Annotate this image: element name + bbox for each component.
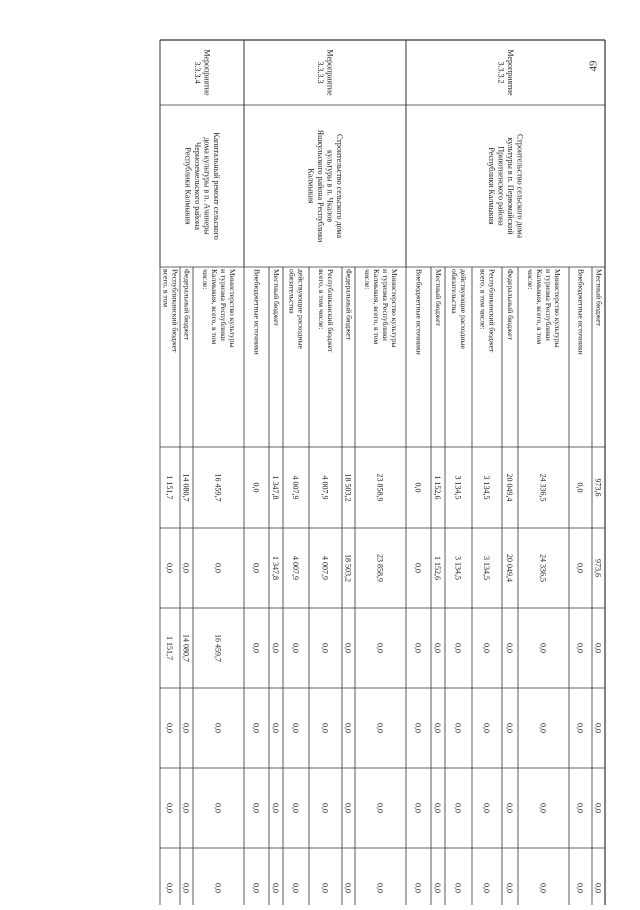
- value-cell: 0,0: [181, 723, 191, 733]
- value-cell: 16 459,7: [213, 634, 223, 662]
- value-cell: 1 151,7: [165, 475, 174, 500]
- value-cell: 0,0: [538, 723, 548, 733]
- value-cell: 0,0: [538, 643, 548, 653]
- value-cell: 0,0: [375, 643, 385, 653]
- event-description: Капитальный ремонт сельскогодома культуры в п. АчинерыЧерноземельского районаРеспублики Калмыкия: [183, 132, 221, 240]
- value-cell: 0,0: [505, 803, 514, 813]
- source-label: действующие расходныеобязательства: [287, 269, 306, 349]
- value-cell: 0,0: [505, 643, 514, 653]
- value-cell: 0,0: [413, 643, 423, 653]
- value-cell: 0,0: [251, 482, 261, 493]
- value-cell: 0,0: [575, 803, 585, 813]
- value-cell: 0,0: [413, 883, 423, 893]
- value-cell: 0,0: [251, 803, 261, 813]
- value-cell: 0,0: [343, 883, 353, 893]
- value-cell: 16 459,7: [213, 473, 223, 502]
- value-cell: 0,0: [375, 803, 385, 813]
- source-label: Министерство культурыи туризма РеспубликиКалмыкия, всего, в томчисле:: [525, 269, 563, 348]
- value-cell: 0,0: [181, 803, 191, 813]
- source-label: Внебюджетные источники: [414, 269, 424, 355]
- value-cell: 0,0: [271, 803, 280, 813]
- value-cell: 23 858,9: [375, 554, 385, 582]
- value-cell: 0,0: [505, 723, 514, 733]
- value-cell: 0,0: [413, 723, 423, 733]
- value-cell: 0,0: [181, 563, 191, 573]
- event-description: Строительство сельского домакультуры в п. ЧкаловЯшкульского района РеспубликиКалмыкия: [306, 129, 344, 243]
- source-label: Местный бюджет: [433, 269, 443, 326]
- value-cell: 0,0: [413, 563, 423, 573]
- table-rotated-group: [160, 40, 605, 905]
- source-label: Местный бюджет: [271, 269, 281, 326]
- source-label: Республиканский бюджетвсего, в том: [161, 269, 180, 353]
- value-cell: 0,0: [575, 482, 585, 493]
- value-cell: 4 007,9: [291, 475, 300, 500]
- value-cell: 973,6: [593, 559, 603, 577]
- value-cell: 0,0: [482, 803, 491, 813]
- event-description: Строительство сельского домакультуры в п. ПервомайскийПриютненского районаРеспублики Калмыкия: [487, 134, 525, 238]
- value-cell: 0,0: [593, 803, 603, 813]
- value-cell: 0,0: [181, 883, 191, 893]
- value-cell: 0,0: [251, 883, 261, 893]
- value-cell: 0,0: [291, 723, 300, 733]
- value-cell: 0,0: [375, 883, 385, 893]
- value-cell: 1 347,8: [271, 556, 280, 580]
- value-cell: 0,0: [505, 883, 514, 893]
- source-label: действующие расходныеобязательства: [449, 269, 468, 349]
- value-cell: 4 007,9: [320, 475, 330, 500]
- value-cell: 0,0: [538, 803, 548, 813]
- value-cell: 24 336,5: [538, 473, 548, 502]
- value-cell: 0,0: [271, 723, 280, 733]
- value-cell: 1 347,8: [271, 475, 280, 500]
- value-cell: 0,0: [482, 723, 491, 733]
- source-label: Внебюджетные источники: [576, 269, 586, 355]
- value-cell: 0,0: [453, 883, 463, 893]
- value-cell: 0,0: [413, 482, 423, 493]
- source-label: Федеральный бюджет: [505, 269, 515, 340]
- value-cell: 0,0: [320, 643, 330, 653]
- value-cell: 4 007,9: [291, 556, 300, 580]
- value-cell: 14 080,7: [181, 473, 191, 502]
- value-cell: 0,0: [575, 723, 585, 733]
- value-cell: 0,0: [291, 883, 300, 893]
- value-cell: 0,0: [251, 643, 261, 653]
- value-cell: 1 152,6: [433, 556, 442, 580]
- value-cell: 0,0: [343, 723, 353, 733]
- source-label: Внебюджетные источники: [252, 269, 262, 355]
- value-cell: 0,0: [538, 883, 548, 893]
- value-cell: 0,0: [343, 803, 353, 813]
- value-cell: 24 336,5: [538, 554, 548, 582]
- value-cell: 0,0: [433, 883, 442, 893]
- value-cell: 3 134,5: [482, 556, 491, 580]
- value-cell: 0,0: [433, 803, 442, 813]
- value-cell: 14 080,7: [181, 634, 191, 662]
- value-cell: 0,0: [165, 563, 174, 573]
- value-cell: 0,0: [343, 643, 353, 653]
- value-cell: 0,0: [453, 723, 463, 733]
- value-cell: 0,0: [251, 723, 261, 733]
- value-cell: 20 049,4: [505, 473, 514, 502]
- value-cell: 0,0: [593, 723, 603, 733]
- value-cell: 20 049,4: [505, 554, 514, 582]
- value-cell: 0,0: [320, 803, 330, 813]
- value-cell: 0,0: [251, 563, 261, 573]
- value-cell: 0,0: [593, 643, 603, 653]
- value-cell: 0,0: [375, 723, 385, 733]
- value-cell: 4 007,9: [320, 556, 330, 580]
- source-label: Министерство культурыи туризма РеспубликиКалмыкия, всего, в томчисле:: [200, 269, 238, 348]
- source-label: Республиканский бюджетвсего, в том числе:: [316, 269, 335, 353]
- value-cell: 0,0: [433, 723, 442, 733]
- value-cell: 0,0: [575, 643, 585, 653]
- value-cell: 0,0: [593, 883, 603, 893]
- event-label: Мероприятие3.3.3.4: [193, 49, 212, 96]
- value-cell: 0,0: [320, 723, 330, 733]
- value-cell: 18 503,2: [343, 554, 353, 582]
- value-cell: 0,0: [213, 883, 223, 893]
- value-cell: 973,6: [593, 478, 603, 497]
- value-cell: 0,0: [320, 883, 330, 893]
- value-cell: 3 134,5: [453, 556, 463, 580]
- value-cell: 0,0: [291, 803, 300, 813]
- value-cell: 0,0: [271, 883, 280, 893]
- value-cell: 0,0: [453, 643, 463, 653]
- event-label: Мероприятие3.3.3.3: [316, 49, 335, 96]
- value-cell: 0,0: [271, 643, 280, 653]
- source-label: Федеральный бюджет: [182, 269, 192, 340]
- value-cell: 0,0: [413, 803, 423, 813]
- value-cell: 0,0: [482, 883, 491, 893]
- value-cell: 0,0: [291, 643, 300, 653]
- value-cell: 0,0: [165, 883, 174, 893]
- source-label: Министерство культурыи туризма РеспубликиКалмыкия, всего, в томчисле:: [362, 269, 400, 348]
- value-cell: 0,0: [165, 803, 174, 813]
- value-cell: 18 503,2: [343, 473, 353, 502]
- value-cell: 0,0: [482, 643, 491, 653]
- value-cell: 0,0: [575, 883, 585, 893]
- source-label: Республиканский бюджетвсего, в том числе:: [478, 269, 497, 353]
- event-label: Мероприятие3.3.3.2: [496, 49, 515, 96]
- value-cell: 0,0: [433, 643, 442, 653]
- value-cell: 3 134,5: [482, 475, 491, 500]
- source-label: Местный бюджет: [594, 269, 604, 326]
- value-cell: 1 151,7: [165, 636, 174, 660]
- value-cell: 0,0: [575, 563, 585, 573]
- value-cell: 0,0: [453, 803, 463, 813]
- source-label: Федеральный бюджет: [344, 269, 354, 340]
- value-cell: 3 134,5: [453, 475, 463, 500]
- value-cell: 0,0: [165, 723, 174, 733]
- page-number: 49: [587, 60, 600, 72]
- value-cell: 0,0: [213, 563, 223, 573]
- value-cell: 0,0: [213, 723, 223, 733]
- value-cell: 1 152,6: [433, 475, 442, 500]
- value-cell: 23 858,9: [375, 473, 385, 502]
- value-cell: 0,0: [213, 803, 223, 813]
